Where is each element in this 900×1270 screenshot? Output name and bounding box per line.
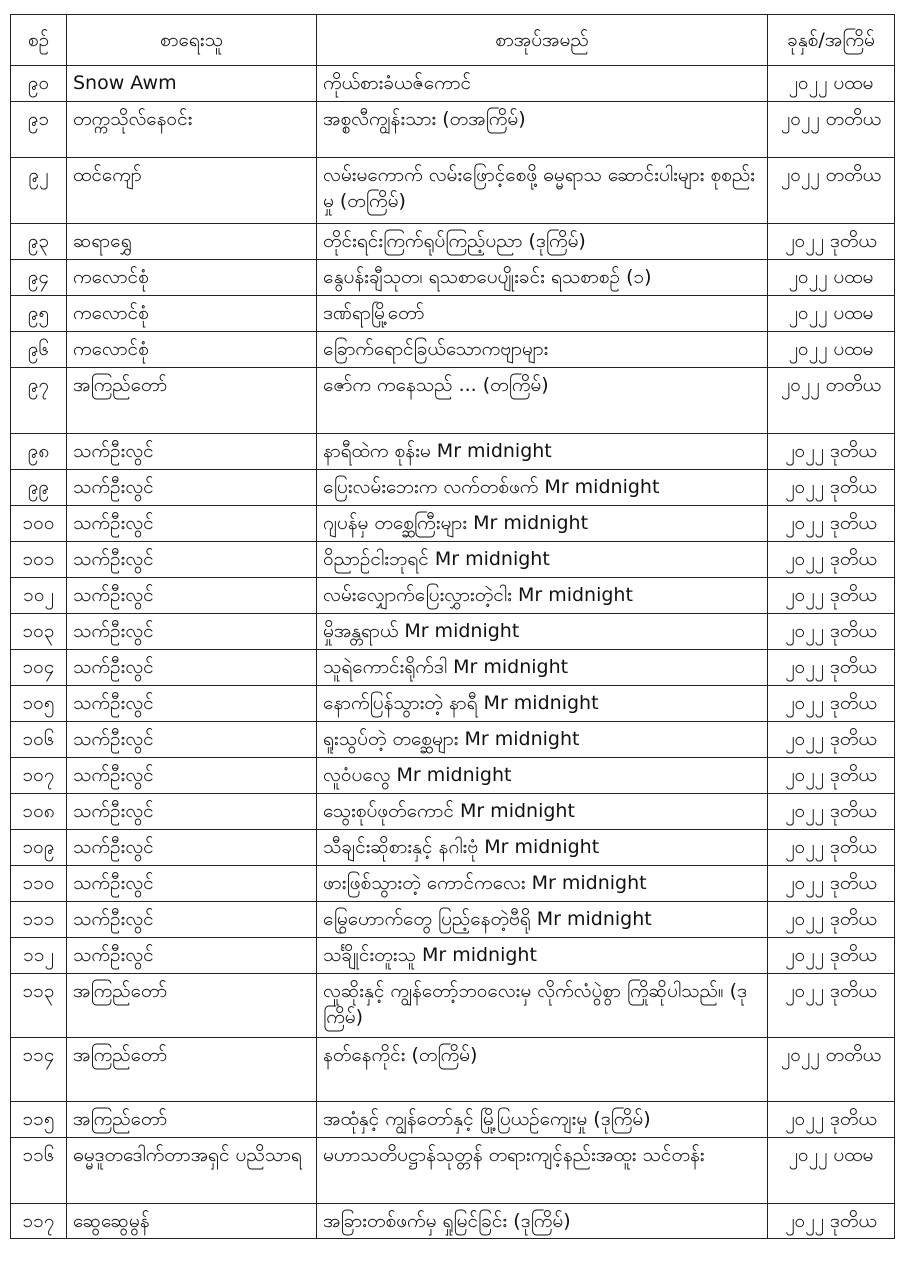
title-cell: ရူးသွပ်တဲ့ တစ္ဆေများ Mr midnight xyxy=(317,722,768,758)
table-row xyxy=(11,260,895,296)
author-cell: သက်ဦးလွင် xyxy=(67,830,317,866)
title-cell: အခြားတစ်ဖက်မှ ရှုမြင်ခြင်း (ဒုကြိမ်) xyxy=(317,1204,768,1239)
table-row xyxy=(11,722,895,758)
author-cell: သက်ဦးလွင် xyxy=(67,758,317,794)
title-cell: ပြေးလမ်းဘေးက လက်တစ်ဖက် Mr midnight xyxy=(317,470,768,506)
header-author: စာရေးသူ xyxy=(67,15,317,66)
row-number: ၉၂ xyxy=(11,158,67,224)
row-number: ၁၁၃ xyxy=(11,974,67,1038)
edition-cell: ၂၀၂၂ ပထမ xyxy=(768,260,895,296)
row-number: ၁၁၁ xyxy=(11,902,67,938)
title-cell: မဟာသတိပဋ္ဌာန်သုတ္တန် တရားကျင့်နည်းအထူး သင်တန်း xyxy=(317,1138,768,1204)
header-edition: ခုနှစ်/အကြိမ် xyxy=(768,15,895,66)
row-number: ၁၁၅ xyxy=(11,1102,67,1138)
title-cell: သွေးစုပ်ဖုတ်ကောင် Mr midnight xyxy=(317,794,768,830)
row-number: ၁၀၁ xyxy=(11,542,67,578)
edition-cell: ၂၀၂၂ ဒုတိယ xyxy=(768,938,895,974)
title-cell: ကိုယ်စားခံယဇ်ကောင် xyxy=(317,66,768,102)
edition-cell: ၂၀၂၂ ဒုတိယ xyxy=(768,1204,895,1239)
table-row xyxy=(11,902,895,938)
row-number: ၁၁၄ xyxy=(11,1038,67,1102)
book-list-table xyxy=(10,14,895,1239)
author-cell: အကြည်တော် xyxy=(67,1102,317,1138)
table-row xyxy=(11,296,895,332)
table-row xyxy=(11,1038,895,1102)
title-cell: မြွေဟောက်တွေ ပြည့်နေတဲ့ဗီရို Mr midnight xyxy=(317,902,768,938)
author-cell: ကလောင်စုံ xyxy=(67,260,317,296)
edition-cell: ၂၀၂၂ ဒုတိယ xyxy=(768,578,895,614)
title-cell: လူဝံပလွေ Mr midnight xyxy=(317,758,768,794)
author-cell: အကြည်တော် xyxy=(67,1038,317,1102)
author-cell: ဆွေဆွေမွန် xyxy=(67,1204,317,1239)
title-cell: လူဆိုးနှင့် ကျွန်တော့်ဘဝလေးမှ လိုက်လံပွဲစွာ ကြိုဆိုပါသည်။ (ဒုကြိမ်) xyxy=(317,974,768,1038)
edition-cell: ၂၀၂၂ ဒုတိယ xyxy=(768,650,895,686)
header-row xyxy=(11,15,895,66)
row-number: ၁၀၂ xyxy=(11,578,67,614)
title-cell: မှိုအန္တရာယ် Mr midnight xyxy=(317,614,768,650)
row-number: ၉၆ xyxy=(11,332,67,368)
edition-cell: ၂၀၂၂ တတိယ xyxy=(768,102,895,158)
row-number: ၁၁၆ xyxy=(11,1138,67,1204)
table-row xyxy=(11,938,895,974)
edition-cell: ၂၀၂၂ ဒုတိယ xyxy=(768,686,895,722)
edition-cell: ၂၀၂၂ ဒုတိယ xyxy=(768,722,895,758)
table-row xyxy=(11,614,895,650)
author-cell: သက်ဦးလွင် xyxy=(67,902,317,938)
edition-cell: ၂၀၂၂ ဒုတိယ xyxy=(768,434,895,470)
row-number: ၉၉ xyxy=(11,470,67,506)
row-number: ၉၈ xyxy=(11,434,67,470)
author-cell: အကြည်တော် xyxy=(67,974,317,1038)
table-row xyxy=(11,974,895,1038)
title-cell: နတ်နေကိုင်း (တကြိမ်) xyxy=(317,1038,768,1102)
row-number: ၉၅ xyxy=(11,296,67,332)
row-number: ၁၀၄ xyxy=(11,650,67,686)
title-cell: အစ္စလီကျွန်းသား (တအကြိမ်) xyxy=(317,102,768,158)
row-number: ၁၀၈ xyxy=(11,794,67,830)
title-cell: လမ်းမကောက် လမ်းဖြောင့်စေဖို့ ဓမ္မရာသ ဆောင်းပါးများ စုစည်းမှု (တကြိမ်) xyxy=(317,158,768,224)
table-row xyxy=(11,158,895,224)
header-no: စဉ် xyxy=(11,15,67,66)
edition-cell: ၂၀၂၂ ဒုတိယ xyxy=(768,902,895,938)
table-row xyxy=(11,542,895,578)
table-row xyxy=(11,1204,895,1239)
title-cell: ဂျပန်မှ တစ္ဆေကြီးများ Mr midnight xyxy=(317,506,768,542)
author-cell: Snow Awm xyxy=(67,66,317,102)
table-row xyxy=(11,758,895,794)
table-row xyxy=(11,794,895,830)
table-row xyxy=(11,434,895,470)
row-number: ၉၄ xyxy=(11,260,67,296)
title-cell: လမ်းလျှောက်ပြေးလွှားတဲ့ငါး Mr midnight xyxy=(317,578,768,614)
table-row xyxy=(11,1138,895,1204)
title-cell: သီချင်းဆိုစားနှင့် နဂါးဗုံ Mr midnight xyxy=(317,830,768,866)
edition-cell: ၂၀၂၂ တတိယ xyxy=(768,158,895,224)
title-cell: ဒဏ်ရာမြို့တော် xyxy=(317,296,768,332)
author-cell: သက်ဦးလွင် xyxy=(67,470,317,506)
edition-cell: ၂၀၂၂ ဒုတိယ xyxy=(768,974,895,1038)
author-cell: သက်ဦးလွင် xyxy=(67,686,317,722)
row-number: ၁၀၉ xyxy=(11,830,67,866)
edition-cell: ၂၀၂၂ ဒုတိယ xyxy=(768,614,895,650)
table-row xyxy=(11,470,895,506)
author-cell: ဓမ္မဒူတဒေါက်တာအရှင် ပညိသာရ xyxy=(67,1138,317,1204)
table-row xyxy=(11,332,895,368)
table-row xyxy=(11,1102,895,1138)
edition-cell: ၂၀၂၂ ဒုတိယ xyxy=(768,506,895,542)
author-cell: ကလောင်စုံ xyxy=(67,296,317,332)
title-cell: နာရီထဲက စုန်းမ Mr midnight xyxy=(317,434,768,470)
author-cell: သက်ဦးလွင် xyxy=(67,650,317,686)
title-cell: ခြောက်ရောင်ခြယ်သောကဗျာများ xyxy=(317,332,768,368)
row-number: ၉၁ xyxy=(11,102,67,158)
author-cell: သက်ဦးလွင် xyxy=(67,794,317,830)
title-cell: သူရဲကောင်းရိုက်ဒါ Mr midnight xyxy=(317,650,768,686)
edition-cell: ၂၀၂၂ ဒုတိယ xyxy=(768,866,895,902)
table-row xyxy=(11,650,895,686)
author-cell: သက်ဦးလွင် xyxy=(67,578,317,614)
author-cell: သက်ဦးလွင် xyxy=(67,506,317,542)
edition-cell: ၂၀၂၂ ဒုတိယ xyxy=(768,470,895,506)
author-cell: ဆရာရွှေ xyxy=(67,224,317,260)
table-row xyxy=(11,686,895,722)
edition-cell: ၂၀၂၂ ဒုတိယ xyxy=(768,830,895,866)
edition-cell: ၂၀၂၂ ပထမ xyxy=(768,296,895,332)
row-number: ၁၀၃ xyxy=(11,614,67,650)
row-number: ၉၀ xyxy=(11,66,67,102)
row-number: ၉၇ xyxy=(11,368,67,434)
edition-cell: ၂၀၂၂ ဒုတိယ xyxy=(768,794,895,830)
row-number: ၁၁၀ xyxy=(11,866,67,902)
edition-cell: ၂၀၂၂ ဒုတိယ xyxy=(768,542,895,578)
title-cell: သင်္ချိုင်းတူးသူ Mr midnight xyxy=(317,938,768,974)
title-cell: နောက်ပြန်သွားတဲ့ နာရီ Mr midnight xyxy=(317,686,768,722)
table-row xyxy=(11,866,895,902)
author-cell: ကလောင်စုံ xyxy=(67,332,317,368)
row-number: ၁၀၀ xyxy=(11,506,67,542)
edition-cell: ၂၀၂၂ ပထမ xyxy=(768,1138,895,1204)
title-cell: ဇော်က ကနေသည် ... (တကြိမ်) xyxy=(317,368,768,434)
author-cell: သက်ဦးလွင် xyxy=(67,542,317,578)
row-number: ၁၁၇ xyxy=(11,1204,67,1239)
header-title: စာအုပ်အမည် xyxy=(317,15,768,66)
title-cell: ဝိညာဉ်ငါးဘုရင် Mr midnight xyxy=(317,542,768,578)
title-cell: တိုင်းရင်းကြက်ရုပ်ကြည့်ပညာ (ဒုကြိမ်) xyxy=(317,224,768,260)
author-cell: တက္ကသိုလ်နေဝင်း xyxy=(67,102,317,158)
edition-cell: ၂၀၂၂ ဒုတိယ xyxy=(768,224,895,260)
author-cell: သက်ဦးလွင် xyxy=(67,938,317,974)
edition-cell: ၂၀၂၂ တတိယ xyxy=(768,1038,895,1102)
title-cell: နွေပန်းချီသုတ၊ ရသစာပေပျိုးခင်း ရသစာစဉ် (၁) xyxy=(317,260,768,296)
row-number: ၉၃ xyxy=(11,224,67,260)
edition-cell: ၂၀၂၂ ဒုတိယ xyxy=(768,1102,895,1138)
row-number: ၁၁၂ xyxy=(11,938,67,974)
author-cell: သက်ဦးလွင် xyxy=(67,722,317,758)
table-row xyxy=(11,578,895,614)
row-number: ၁၀၆ xyxy=(11,722,67,758)
edition-cell: ၂၀၂၂ တတိယ xyxy=(768,368,895,434)
author-cell: ထင်ကျော် xyxy=(67,158,317,224)
table-row xyxy=(11,506,895,542)
edition-cell: ၂၀၂၂ ပထမ xyxy=(768,66,895,102)
edition-cell: ၂၀၂၂ ဒုတိယ xyxy=(768,758,895,794)
title-cell: ဖားဖြစ်သွားတဲ့ ကောင်ကလေး Mr midnight xyxy=(317,866,768,902)
table-row xyxy=(11,224,895,260)
row-number: ၁၀၅ xyxy=(11,686,67,722)
table-row xyxy=(11,830,895,866)
author-cell: အကြည်တော် xyxy=(67,368,317,434)
author-cell: သက်ဦးလွင် xyxy=(67,614,317,650)
title-cell: အထုံနှင့် ကျွန်တော်နှင့် မြို့ပြယဉ်ကျေးမှု (ဒုကြိမ်) xyxy=(317,1102,768,1138)
table-row xyxy=(11,66,895,102)
author-cell: သက်ဦးလွင် xyxy=(67,866,317,902)
edition-cell: ၂၀၂၂ ပထမ xyxy=(768,332,895,368)
row-number: ၁၀၇ xyxy=(11,758,67,794)
author-cell: သက်ဦးလွင် xyxy=(67,434,317,470)
table-row xyxy=(11,368,895,434)
table-row xyxy=(11,102,895,158)
